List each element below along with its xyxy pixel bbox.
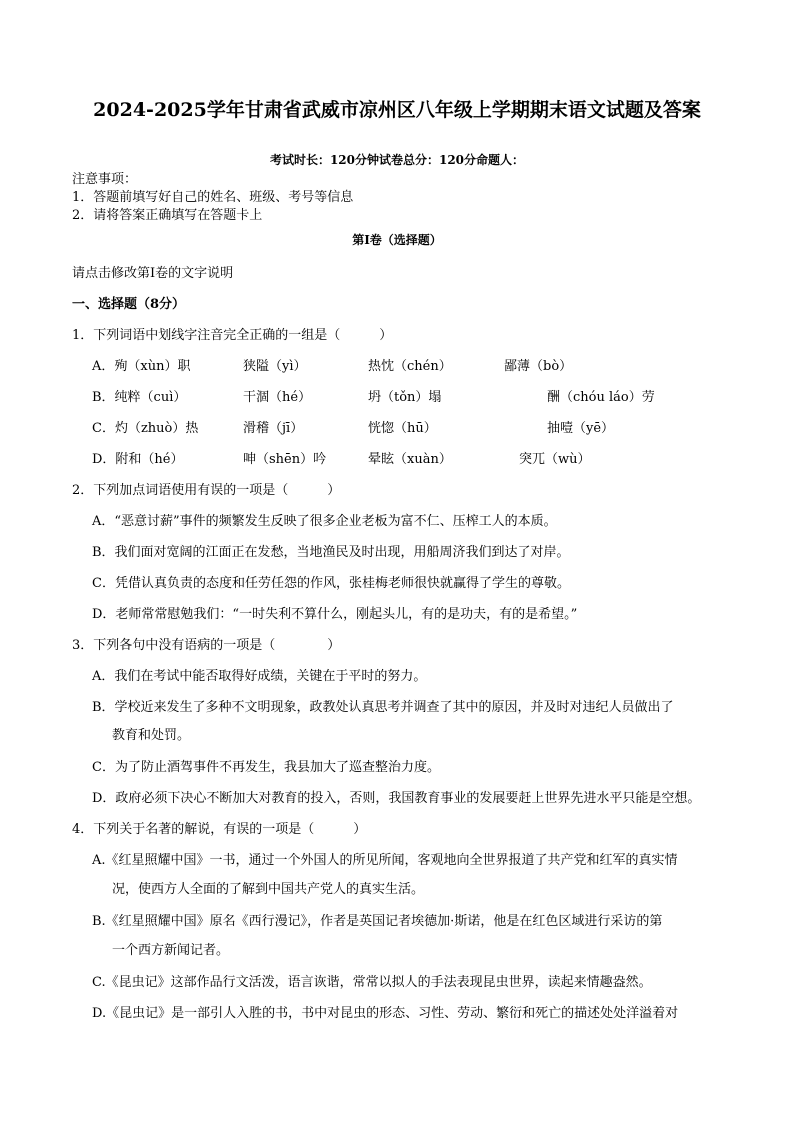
q1-cell: 突兀（wù） — [519, 452, 591, 467]
notes-block — [72, 171, 353, 225]
q1-cell: C．灼（zhuò）热 — [92, 421, 199, 436]
q4-option-b: B.《红星照耀中国》原名《西行漫记》，作者是英国记者埃德加·斯诺，他是在红色区域进行采访的第 — [92, 914, 663, 929]
q1-cell: 晕眩（xuàn） — [368, 452, 452, 467]
note-item: 1．答题前填写好自己的姓名、班级、考号等信息 — [72, 190, 354, 205]
note-item: 2．请将答案正确填写在答题卡上 — [72, 208, 263, 223]
q1-cell: 恍惚（hū） — [368, 421, 437, 436]
q1-cell: B．纯粹（cuì） — [92, 390, 187, 405]
q1-cell: A．殉（xùn）职 — [92, 359, 191, 374]
q4-option-a: A.《红星照耀中国》一书，通过一个外国人的所见所闻，客观地向全世界报道了共产党和红军的真实情 — [92, 853, 678, 868]
q1-cell: 狭隘（yì） — [243, 359, 307, 374]
page-title: 2024-2025学年甘肃省武威市凉州区八年级上学期期末语文试题及答案 — [93, 99, 701, 121]
q1-cell: 酬（chóu láo）劳 — [547, 390, 655, 405]
question-2-stem: 2．下列加点词语使用有误的一项是（ ） — [72, 483, 341, 498]
q1-cell: 滑稽（jī） — [243, 421, 304, 436]
q2-option-b: B．我们面对宽阔的江面正在发愁，当地渔民及时出现，用船周济我们到达了对岸。 — [92, 545, 570, 560]
q2-option-c: C．凭借认真负责的态度和任劳任怨的作风，张桂梅老师很快就赢得了学生的尊敬。 — [92, 576, 570, 591]
q1-cell: 呻（shēn）吟 — [243, 452, 327, 467]
q1-cell: 鄙薄（bò） — [504, 359, 573, 374]
volume-title: 第I卷（选择题） — [352, 233, 442, 247]
q4-option-c: C.《昆虫记》这部作品行文活泼，语言诙谐，常常以拟人的手法表现昆虫世界，读起来情趣盎然。 — [92, 975, 652, 990]
question-3-stem: 3．下列各句中没有语病的一项是（ ） — [72, 638, 341, 653]
q1-cell: D．附和（hé） — [92, 452, 184, 467]
q3-option-c: C．为了防止酒驾事件不再发生，我县加大了巡查整治力度。 — [92, 760, 440, 775]
q1-cell: 坍（tǒn）塌 — [368, 390, 442, 405]
q1-cell: 热忱（chén） — [368, 359, 452, 374]
q4-option-d: D.《昆虫记》是一部引人入胜的书，书中对昆虫的形态、习性、劳动、繁衍和死亡的描述处处洋溢着对 — [92, 1006, 679, 1021]
q1-cell: 干涸（hé） — [243, 390, 312, 405]
notes-heading: 注意事项： — [72, 172, 138, 187]
section-heading: 一、选择题（8分） — [72, 297, 186, 312]
q3-option-b-continued: 教育和处罚。 — [112, 728, 191, 743]
q3-option-a: A．我们在考试中能否取得好成绩，关键在于平时的努力。 — [92, 669, 427, 684]
question-4-stem: 4．下列关于名著的解说，有误的一项是（ ） — [72, 822, 367, 837]
q2-option-a: A．“恶意讨薪”事件的频繁发生反映了很多企业老板为富不仁、压榨工人的本质。 — [92, 514, 557, 529]
q3-option-d: D．政府必须下决心不断加大对教育的投入，否则，我国教育事业的发展要赶上世界先进水平只能是空想。 — [92, 791, 701, 806]
q3-option-b: B．学校近来发生了多种不文明现象，政教处认真思考并调查了其中的原因，并及时对违纪人员做出了 — [92, 700, 674, 715]
q4-option-b-continued: 一个西方新闻记者。 — [112, 943, 230, 958]
question-1-stem: 1．下列词语中划线字注音完全正确的一组是（ ） — [72, 328, 393, 343]
q4-option-a-continued: 况，使西方人全面的了解到中国共产党人的真实生活。 — [112, 882, 425, 897]
volume-description[interactable]: 请点击修改第I卷的文字说明 — [72, 266, 234, 281]
q2-option-d: D．老师常常慰勉我们：“一时失利不算什么，刚起头儿，有的是功夫，有的是希望。” — [92, 607, 578, 622]
exam-meta: 考试时长：120分钟试卷总分：120分命题人： — [269, 153, 525, 167]
q1-cell: 抽噎（yē） — [547, 421, 615, 436]
